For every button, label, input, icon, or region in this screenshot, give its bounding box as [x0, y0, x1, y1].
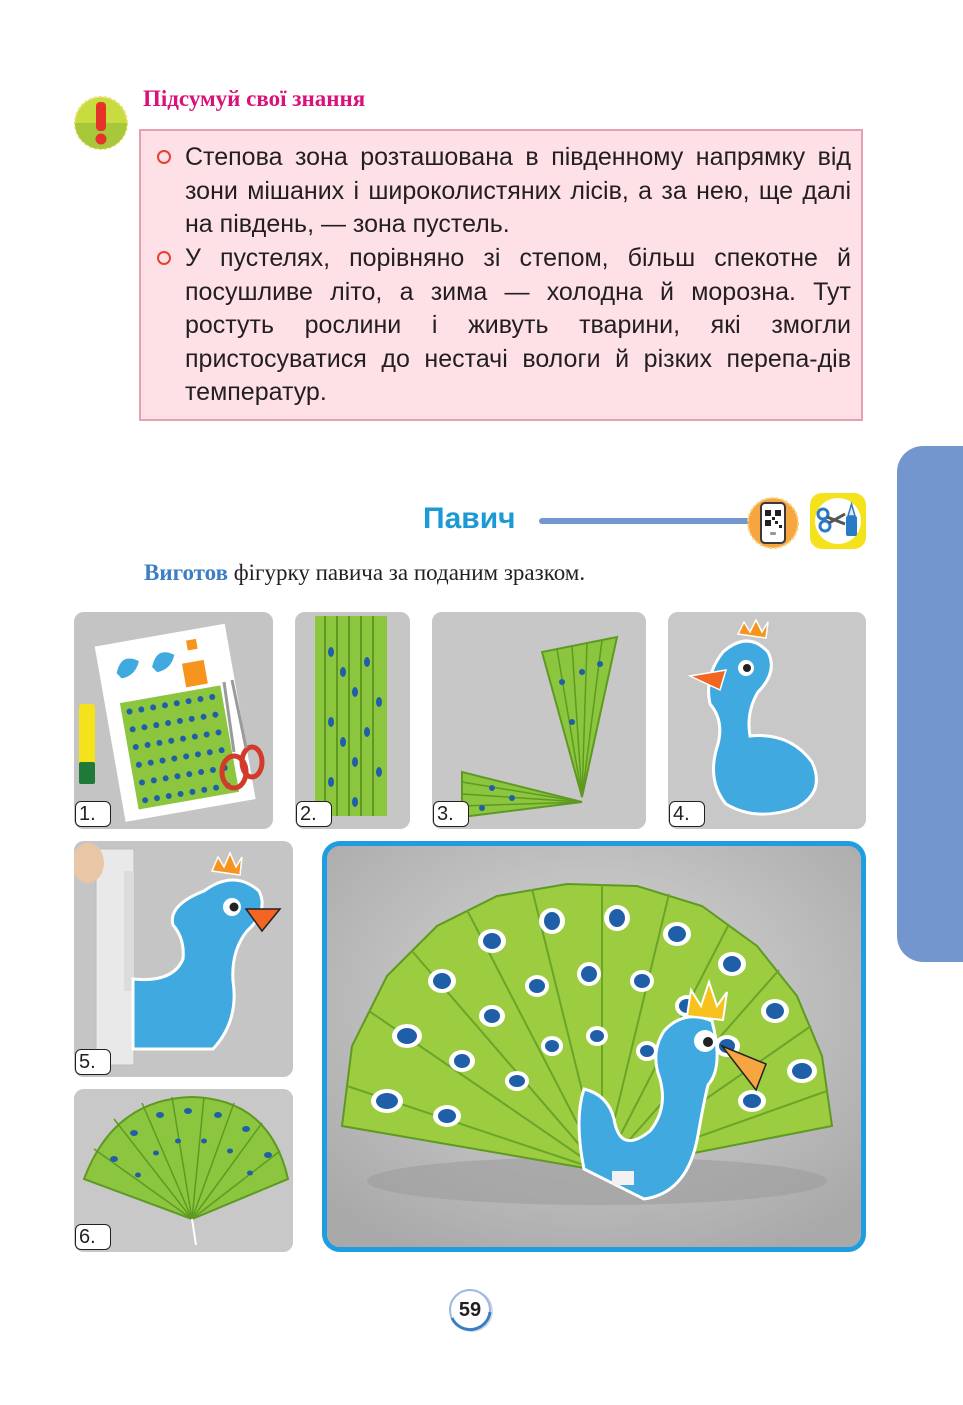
finished-peacock-photo	[322, 841, 866, 1252]
step-label-3: 3.	[433, 801, 469, 827]
summary-box	[139, 129, 863, 421]
step-label-6: 6.	[75, 1224, 111, 1250]
summary-item-1-text: Степова зона розташована в південному напрямку від зони мішаних і широколистяних лісів, а за нею, ще далі на південь, — зона пустель.	[185, 143, 851, 238]
step-label-4: 4.	[669, 801, 705, 827]
step-photo-1	[74, 612, 273, 829]
section-title: Павич	[423, 502, 516, 535]
heading-underline	[539, 518, 754, 524]
step-label-1: 1.	[75, 801, 111, 827]
page-number-text: 59	[458, 1299, 482, 1321]
exclamation-icon	[73, 95, 129, 151]
step-label-2: 2.	[296, 801, 332, 827]
instruction	[144, 560, 585, 586]
step-label-5: 5.	[75, 1049, 111, 1075]
summary-title: Підсумуй свої знання	[143, 86, 366, 111]
qr-phone-icon[interactable]	[746, 496, 800, 550]
summary-item-2	[185, 242, 851, 410]
page-number	[446, 1288, 498, 1336]
side-tab	[897, 446, 963, 962]
step-photo-2	[295, 612, 410, 829]
summary-item-2-text: У пустелях, порівняно зі степом, більш спекотне й посушливе літо, а зима — холодна й морозна. Тут ростуть рослини і живуть тварини, які змогли пристосуватися до нестачі вологи й різких перепа-дів температур.	[185, 244, 851, 406]
bullet-icon	[157, 150, 171, 164]
bullet-icon	[157, 251, 171, 265]
step-photo-6	[74, 1089, 293, 1252]
step-photo-4	[668, 612, 866, 829]
instruction-verb: Виготов	[144, 560, 229, 585]
instruction-text: фігурку павича за поданим зразком.	[228, 560, 586, 585]
step-photo-5	[74, 841, 293, 1077]
summary-item-1	[185, 141, 851, 242]
step-photo-3	[432, 612, 646, 829]
scissors-glue-icon	[809, 492, 867, 550]
